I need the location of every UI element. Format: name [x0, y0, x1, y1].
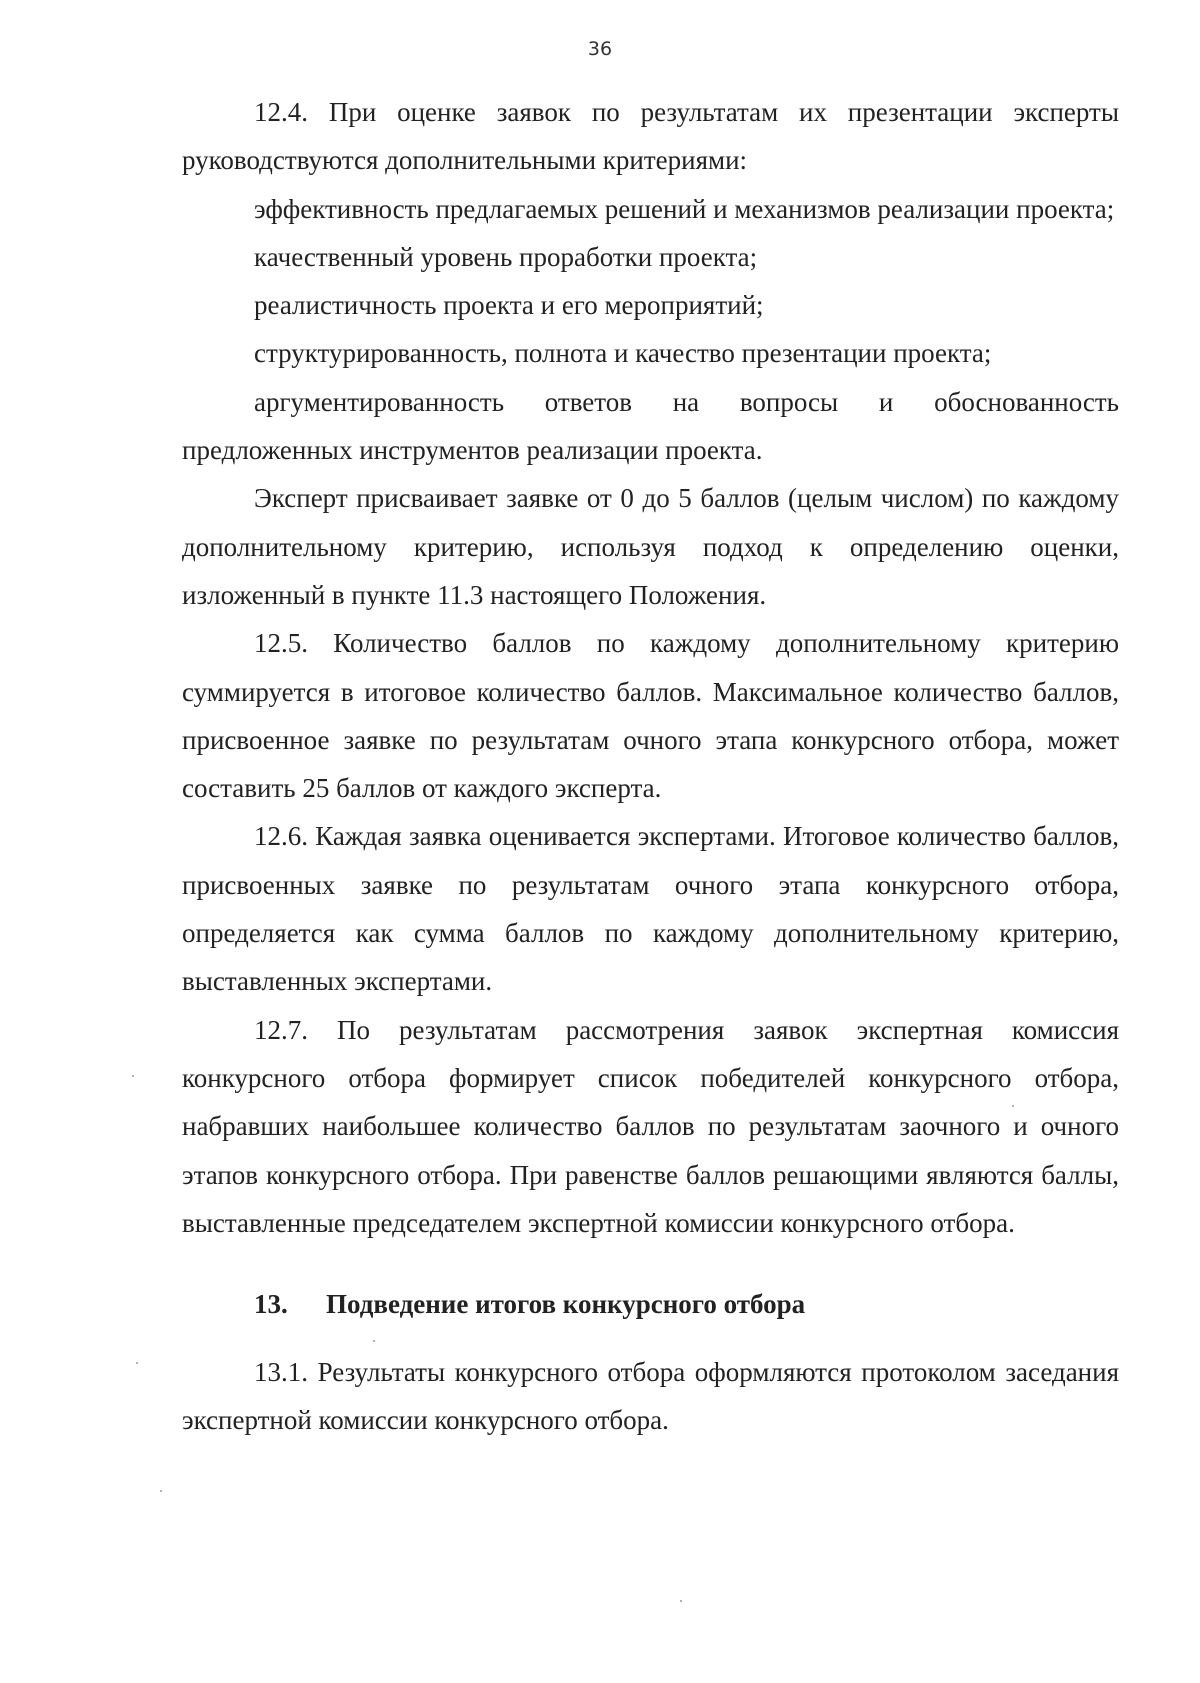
criterion-item: эффективность предлагаемых решений и механизмов реализации проекта;: [254, 193, 1115, 224]
scan-speck: [160, 1490, 162, 1492]
paragraph-12-6: 12.6. Каждая заявка оценивается экспертами. Итоговое количество баллов, присвоенных заявке по результатам очного этапа конкурсного отбора, определяется как сумма баллов по каждому дополнительному критерию, выставленных экспертами.: [182, 821, 1119, 997]
scan-speck: [136, 1362, 138, 1364]
criterion-item: структурированность, полнота и качество презентации проекта;: [254, 338, 992, 369]
scan-speck: [1012, 1105, 1014, 1107]
page-number: 36: [587, 38, 613, 60]
criteria-list: [182, 185, 1119, 475]
paragraph-13-1: 13.1. Результаты конкурсного отбора оформляются протоколом заседания экспертной комиссии конкурсного отбора.: [182, 1357, 1119, 1436]
section-number: 13.: [254, 1289, 288, 1320]
paragraph-expert-scoring: Эксперт присваивает заявке от 0 до 5 баллов (целым числом) по каждому дополнительному критерию, используя подход к определению оценки, изложенный в пункте 11.3 настоящего Положения.: [182, 483, 1119, 610]
document-body: [182, 88, 1119, 1445]
scan-speck: [132, 1075, 134, 1077]
paragraph-12-4-intro: 12.4. При оценке заявок по результатам их презентации эксперты руководствуются дополнительными критериями:: [182, 97, 1119, 176]
criterion-item: реалистичность проекта и его мероприятий;: [254, 290, 764, 321]
criterion-item: качественный уровень проработки проекта;: [254, 241, 758, 272]
scan-speck: [680, 1600, 682, 1602]
section-13-heading: [182, 1280, 1119, 1328]
paragraph-12-7: 12.7. По результатам рассмотрения заявок экспертная комиссия конкурсного отбора формирует список победителей конкурсного отбора, набравших наибольшее количество баллов по результатам заочного и очного этапов конкурсного отбора. При равенстве баллов решающими являются баллы, выставленные председателем экспертной комиссии конкурсного отбора.: [182, 1014, 1119, 1238]
paragraph-12-5: 12.5. Количество баллов по каждому дополнительному критерию суммируется в итоговое количество баллов. Максимальное количество баллов, присвоенное заявке по результатам очного этапа конкурсного отбора, может составить 25 баллов от каждого эксперта.: [182, 628, 1119, 804]
section-title: Подведение итогов конкурсного отбора: [326, 1289, 806, 1320]
scan-speck: [373, 1340, 375, 1342]
criterion-item: аргументированность ответов на вопросы и обоснованность предложенных инструментов реализации проекта.: [182, 386, 1119, 466]
